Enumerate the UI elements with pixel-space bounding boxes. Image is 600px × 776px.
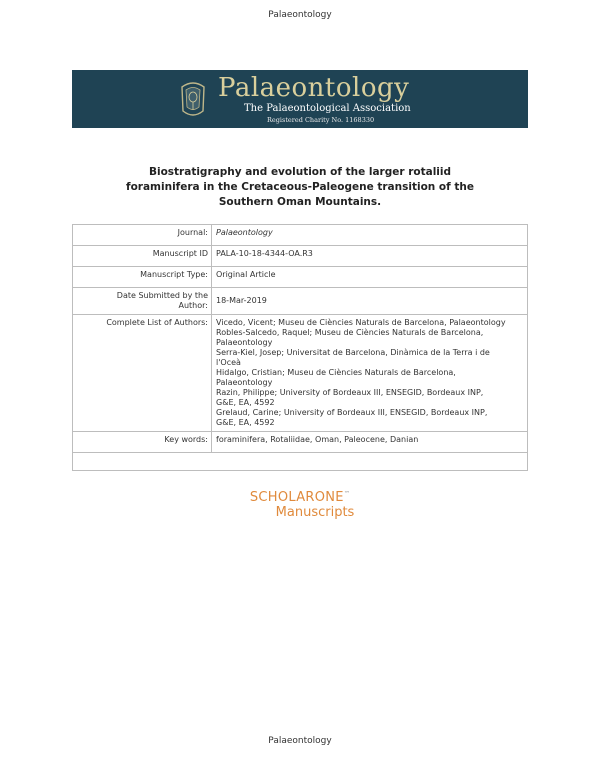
manuscript-type-label: Manuscript Type: [73,267,212,288]
article-title [100,165,500,210]
scholarone-logo [0,490,600,520]
author-line: Serra-Kiel, Josep; Universitat de Barcelona, Dinàmica de la Terra i de [216,348,490,357]
journal-row [73,225,528,246]
scholarone-text: SCHOLARONE [249,490,344,505]
page-footer: Palaeontology [268,736,332,746]
authors-label: Complete List of Authors: [73,315,212,432]
scholarone-wordmark [0,490,600,505]
manuscript-type-row [73,267,528,288]
author-line: Vicedo, Vicent; Museu de Ciències Naturals de Barcelona, Palaeontology [216,318,506,327]
date-submitted-label [73,288,212,315]
article-title-line: Southern Oman Mountains. [218,196,382,208]
keywords-value: foraminifera, Rotaliidae, Oman, Paleocene, Danian [212,432,528,453]
author-line: G&E, EA, 4592 [216,398,275,407]
article-title-line: Biostratigraphy and evolution of the larger rotaliid [148,166,452,178]
trademark-mark: ™ [343,490,351,498]
authors-value [212,315,528,432]
author-line: Palaeontology [216,378,273,387]
author-line: Razin, Philippe; University of Bordeaux III, ENSEGID, Bordeaux INP, [216,388,484,397]
author-line: Hidalgo, Cristian; Museu de Ciències Naturals de Barcelona, [216,368,456,377]
authors-row [73,315,528,432]
banner-title: Palaeontology [218,73,410,103]
scholarone-manuscripts: Manuscripts [275,505,355,520]
page-header: Palaeontology [268,10,332,20]
article-title-line: foraminifera in the Cretaceous-Paleogene transition of the [126,181,474,193]
author-line: Grelaud, Carine; University of Bordeaux III, ENSEGID, Bordeaux INP, [216,408,488,417]
journal-label: Journal: [73,225,212,246]
banner-subtitle: The Palaeontological Association [244,103,411,114]
manuscript-metadata-table [72,224,528,471]
date-submitted-row [73,288,528,315]
manuscript-id-row [73,246,528,267]
author-line: l'Oceà [216,358,241,367]
manuscript-id-label: Manuscript ID [73,246,212,267]
manuscript-id-value: PALA-10-18-4344-OA.R3 [212,246,528,267]
journal-banner [72,70,528,128]
banner-registration: Registered Charity No. 1168330 [267,116,375,124]
author-line: G&E, EA, 4592 [216,418,275,427]
date-label-line: Date Submitted by the [116,291,208,300]
journal-value: Palaeontology [212,225,528,246]
date-label-line: Author: [178,301,208,310]
author-line: Palaeontology [216,338,273,347]
keywords-label: Key words: [73,432,212,453]
empty-row [73,453,528,471]
keywords-row [73,432,528,453]
date-submitted-value: 18-Mar-2019 [212,288,528,315]
author-line: Robles-Salcedo, Raquel; Museu de Ciències Naturals de Barcelona, [216,328,484,337]
fossil-emblem-icon [176,77,210,121]
manuscript-type-value: Original Article [212,267,528,288]
empty-cell [73,453,528,471]
